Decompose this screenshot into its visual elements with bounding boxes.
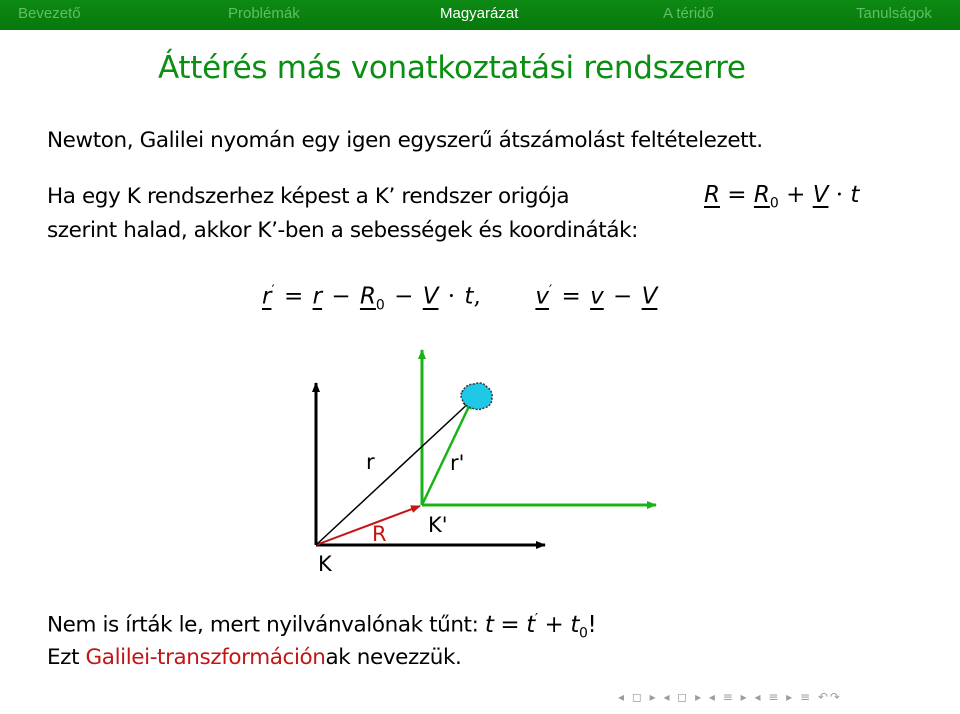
equation-origin-motion: $R = R_0 + V \cdot t$ <box>704 182 860 212</box>
slide-title: Áttérés más vonatkoztatási rendszerre <box>158 50 746 86</box>
time-text: Nem is írták le, mert nyilvánvalónak tűnt: <box>47 612 479 638</box>
label-r: r <box>366 450 375 474</box>
label-r-prime: r' <box>450 451 465 475</box>
paragraph-line1: Ha egy K rendszerhez képest a K’ rendszer origója <box>47 184 570 209</box>
nav-item-problemak[interactable]: Problémák <box>228 5 300 22</box>
paragraph-time <box>47 611 596 641</box>
label-K: K <box>318 552 332 576</box>
galilei-transformation-link[interactable]: Galilei-transzformáción <box>85 645 326 670</box>
nav-item-magyarazat[interactable]: Magyarázat <box>440 5 519 22</box>
vector-r <box>316 400 472 545</box>
nav-item-a-terido[interactable]: A téridő <box>663 5 714 22</box>
equation-time: $t = t' + t_0$! <box>484 611 597 642</box>
paragraph-newton: Newton, Galilei nyomán egy igen egyszerű átszámolást feltételezett. <box>47 128 763 153</box>
paragraph-galilei: Ezt Galilei-transzformációnak nevezzük. <box>47 645 462 670</box>
nav-item-tanulsagok[interactable]: Tanulságok <box>856 5 932 22</box>
beamer-navigation-symbols[interactable]: ◂ ◻ ▸ ◂ ◻ ▸ ◂ ≡ ▸ ◂ ≡ ▸ ≡ ↶↷ <box>618 690 842 704</box>
label-K-prime: K' <box>428 513 448 537</box>
paragraph-line2: szerint halad, akkor K’-ben a sebességek és koordináták: <box>47 218 638 243</box>
label-R: R <box>372 522 387 546</box>
equation-galilei: $r' = r - R_0 - V \cdot t$, v′ = v − V <box>262 283 658 314</box>
vector-r-prime <box>422 400 472 505</box>
moving-object-blob <box>461 383 492 410</box>
nav-item-bevezeto[interactable]: Bevezető <box>18 5 81 22</box>
vector-R <box>316 506 420 545</box>
